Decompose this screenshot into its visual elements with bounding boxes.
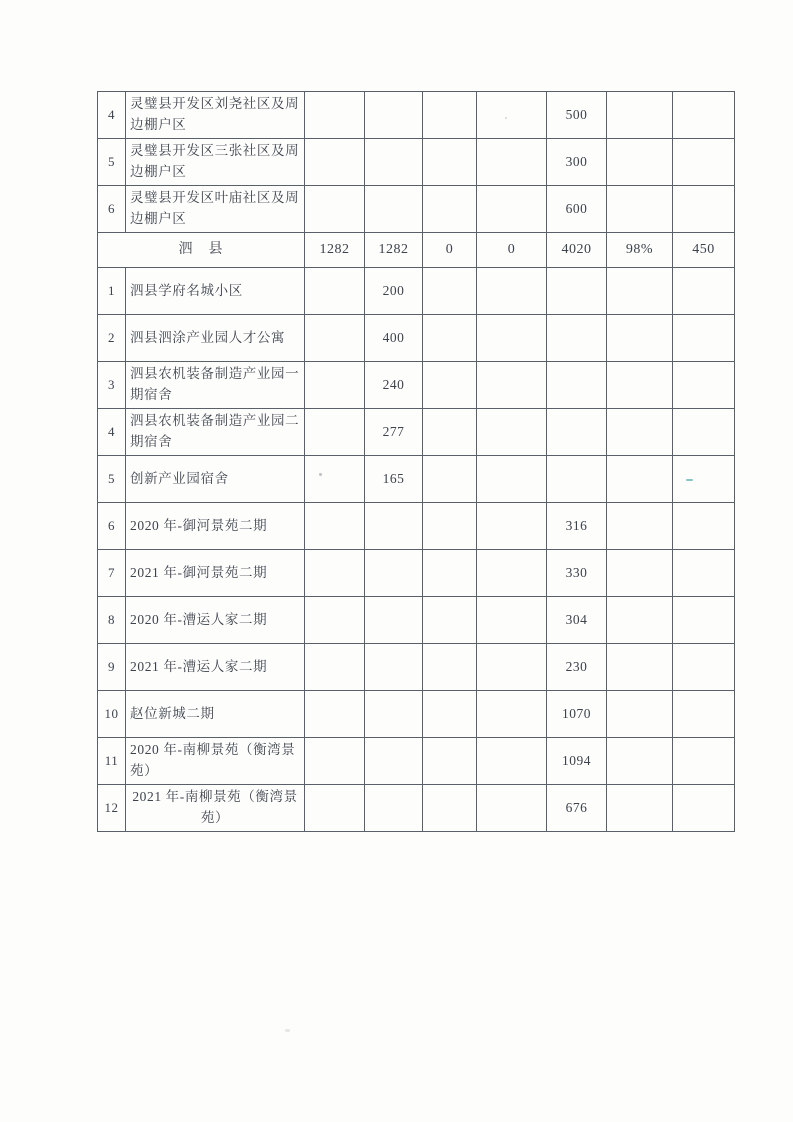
value-cell-c4 — [365, 644, 423, 691]
value-cell-c5 — [423, 503, 477, 550]
value-cell-c3 — [305, 597, 365, 644]
value-cell-c4 — [365, 550, 423, 597]
value-cell-c4: 200 — [365, 268, 423, 315]
value-cell-c8 — [607, 362, 673, 409]
value-cell-c7: 1094 — [547, 738, 607, 785]
value-cell-c5 — [423, 139, 477, 186]
value-cell-c3 — [305, 186, 365, 233]
project-name-cell: 2021 年-南柳景苑（衡湾景苑） — [126, 785, 305, 832]
value-cell-c3 — [305, 409, 365, 456]
value-cell-c6 — [477, 186, 547, 233]
county-name-cell: 泗 县 — [98, 233, 305, 268]
value-cell-c9 — [673, 362, 735, 409]
value-cell-c7: 500 — [547, 92, 607, 139]
row-number-cell: 11 — [98, 738, 126, 785]
value-cell-c9 — [673, 691, 735, 738]
project-row — [98, 92, 735, 139]
project-row — [98, 644, 735, 691]
value-cell-c6 — [477, 315, 547, 362]
value-cell-c4: 1282 — [365, 233, 423, 268]
row-number-cell: 1 — [98, 268, 126, 315]
value-cell-c7: 230 — [547, 644, 607, 691]
housing-projects-table-body — [98, 92, 735, 832]
project-row — [98, 315, 735, 362]
row-number-cell: 4 — [98, 92, 126, 139]
value-cell-c7: 676 — [547, 785, 607, 832]
value-cell-c3 — [305, 691, 365, 738]
value-cell-c5 — [423, 785, 477, 832]
value-cell-c9 — [673, 597, 735, 644]
value-cell-c7: 316 — [547, 503, 607, 550]
value-cell-c3 — [305, 738, 365, 785]
scan-artifact-dash — [686, 479, 693, 481]
value-cell-c6 — [477, 644, 547, 691]
value-cell-c6 — [477, 409, 547, 456]
value-cell-c6 — [477, 597, 547, 644]
value-cell-c7: 600 — [547, 186, 607, 233]
value-cell-c8 — [607, 409, 673, 456]
row-number-cell: 5 — [98, 139, 126, 186]
project-name-cell: 创新产业园宿舍 — [126, 456, 305, 503]
value-cell-c3 — [305, 503, 365, 550]
scan-artifact-dot — [505, 117, 507, 119]
value-cell-c9 — [673, 315, 735, 362]
value-cell-c8: 98% — [607, 233, 673, 268]
value-cell-c9 — [673, 644, 735, 691]
value-cell-c5 — [423, 644, 477, 691]
project-row — [98, 139, 735, 186]
row-number-cell: 5 — [98, 456, 126, 503]
value-cell-c8 — [607, 550, 673, 597]
project-name-cell: 2020 年-南柳景苑（衡湾景苑） — [126, 738, 305, 785]
value-cell-c5 — [423, 550, 477, 597]
value-cell-c8 — [607, 456, 673, 503]
value-cell-c7: 304 — [547, 597, 607, 644]
project-name-cell: 泗县学府名城小区 — [126, 268, 305, 315]
value-cell-c9: 450 — [673, 233, 735, 268]
project-name-cell: 灵璧县开发区叶庙社区及周边棚户区 — [126, 186, 305, 233]
value-cell-c4: 400 — [365, 315, 423, 362]
value-cell-c5 — [423, 362, 477, 409]
row-number-cell: 6 — [98, 503, 126, 550]
value-cell-c8 — [607, 691, 673, 738]
value-cell-c3 — [305, 644, 365, 691]
value-cell-c6 — [477, 691, 547, 738]
row-number-cell: 9 — [98, 644, 126, 691]
value-cell-c7 — [547, 362, 607, 409]
value-cell-c7: 1070 — [547, 691, 607, 738]
value-cell-c8 — [607, 139, 673, 186]
value-cell-c5 — [423, 268, 477, 315]
scan-artifact-smudge — [285, 1029, 290, 1032]
value-cell-c6 — [477, 456, 547, 503]
value-cell-c7 — [547, 315, 607, 362]
value-cell-c6 — [477, 268, 547, 315]
housing-projects-table — [97, 91, 735, 832]
value-cell-c3 — [305, 268, 365, 315]
value-cell-c9 — [673, 186, 735, 233]
value-cell-c3 — [305, 456, 365, 503]
value-cell-c3: 1282 — [305, 233, 365, 268]
value-cell-c7 — [547, 268, 607, 315]
value-cell-c8 — [607, 268, 673, 315]
project-name-cell: 2021 年-漕运人家二期 — [126, 644, 305, 691]
row-number-cell: 10 — [98, 691, 126, 738]
value-cell-c9 — [673, 503, 735, 550]
value-cell-c8 — [607, 503, 673, 550]
value-cell-c8 — [607, 644, 673, 691]
row-number-cell: 8 — [98, 597, 126, 644]
project-row — [98, 409, 735, 456]
row-number-cell: 3 — [98, 362, 126, 409]
row-number-cell: 7 — [98, 550, 126, 597]
value-cell-c3 — [305, 315, 365, 362]
value-cell-c8 — [607, 315, 673, 362]
value-cell-c9 — [673, 268, 735, 315]
value-cell-c4 — [365, 92, 423, 139]
value-cell-c4 — [365, 738, 423, 785]
project-row — [98, 503, 735, 550]
value-cell-c6 — [477, 362, 547, 409]
value-cell-c3 — [305, 92, 365, 139]
value-cell-c8 — [607, 597, 673, 644]
value-cell-c9 — [673, 550, 735, 597]
value-cell-c4 — [365, 691, 423, 738]
value-cell-c4 — [365, 503, 423, 550]
value-cell-c6 — [477, 92, 547, 139]
value-cell-c6 — [477, 139, 547, 186]
value-cell-c7: 330 — [547, 550, 607, 597]
value-cell-c4: 240 — [365, 362, 423, 409]
row-number-cell: 12 — [98, 785, 126, 832]
project-row — [98, 362, 735, 409]
value-cell-c9 — [673, 139, 735, 186]
value-cell-c6: 0 — [477, 233, 547, 268]
value-cell-c6 — [477, 785, 547, 832]
value-cell-c9 — [673, 456, 735, 503]
project-name-cell: 灵璧县开发区刘尧社区及周边棚户区 — [126, 92, 305, 139]
value-cell-c9 — [673, 738, 735, 785]
value-cell-c8 — [607, 785, 673, 832]
value-cell-c8 — [607, 186, 673, 233]
value-cell-c5 — [423, 315, 477, 362]
value-cell-c8 — [607, 92, 673, 139]
project-name-cell: 灵璧县开发区三张社区及周边棚户区 — [126, 139, 305, 186]
project-row — [98, 597, 735, 644]
project-row — [98, 691, 735, 738]
value-cell-c4: 165 — [365, 456, 423, 503]
project-name-cell: 泗县泗涂产业园人才公寓 — [126, 315, 305, 362]
value-cell-c7 — [547, 456, 607, 503]
project-name-cell: 赵位新城二期 — [126, 691, 305, 738]
value-cell-c3 — [305, 550, 365, 597]
project-name-cell: 2020 年-漕运人家二期 — [126, 597, 305, 644]
value-cell-c4 — [365, 186, 423, 233]
value-cell-c8 — [607, 738, 673, 785]
value-cell-c7: 4020 — [547, 233, 607, 268]
value-cell-c3 — [305, 139, 365, 186]
project-row — [98, 550, 735, 597]
value-cell-c6 — [477, 738, 547, 785]
row-number-cell: 6 — [98, 186, 126, 233]
value-cell-c5 — [423, 186, 477, 233]
row-number-cell: 2 — [98, 315, 126, 362]
value-cell-c4 — [365, 139, 423, 186]
project-row — [98, 738, 735, 785]
project-name-cell: 2021 年-御河景苑二期 — [126, 550, 305, 597]
value-cell-c5 — [423, 691, 477, 738]
value-cell-c6 — [477, 550, 547, 597]
project-row — [98, 268, 735, 315]
value-cell-c4 — [365, 597, 423, 644]
value-cell-c4 — [365, 785, 423, 832]
project-name-cell: 2020 年-御河景苑二期 — [126, 503, 305, 550]
row-number-cell: 4 — [98, 409, 126, 456]
county-summary-row — [98, 233, 735, 268]
value-cell-c5 — [423, 456, 477, 503]
value-cell-c5 — [423, 597, 477, 644]
value-cell-c9 — [673, 409, 735, 456]
scan-artifact-dot — [319, 473, 322, 476]
value-cell-c5 — [423, 92, 477, 139]
project-name-cell: 泗县农机装备制造产业园二期宿舍 — [126, 409, 305, 456]
value-cell-c7 — [547, 409, 607, 456]
value-cell-c3 — [305, 785, 365, 832]
value-cell-c3 — [305, 362, 365, 409]
value-cell-c9 — [673, 92, 735, 139]
value-cell-c9 — [673, 785, 735, 832]
value-cell-c5 — [423, 409, 477, 456]
project-name-cell: 泗县农机装备制造产业园一期宿舍 — [126, 362, 305, 409]
project-row — [98, 785, 735, 832]
value-cell-c7: 300 — [547, 139, 607, 186]
value-cell-c5: 0 — [423, 233, 477, 268]
value-cell-c5 — [423, 738, 477, 785]
project-row — [98, 456, 735, 503]
value-cell-c4: 277 — [365, 409, 423, 456]
value-cell-c6 — [477, 503, 547, 550]
project-row — [98, 186, 735, 233]
